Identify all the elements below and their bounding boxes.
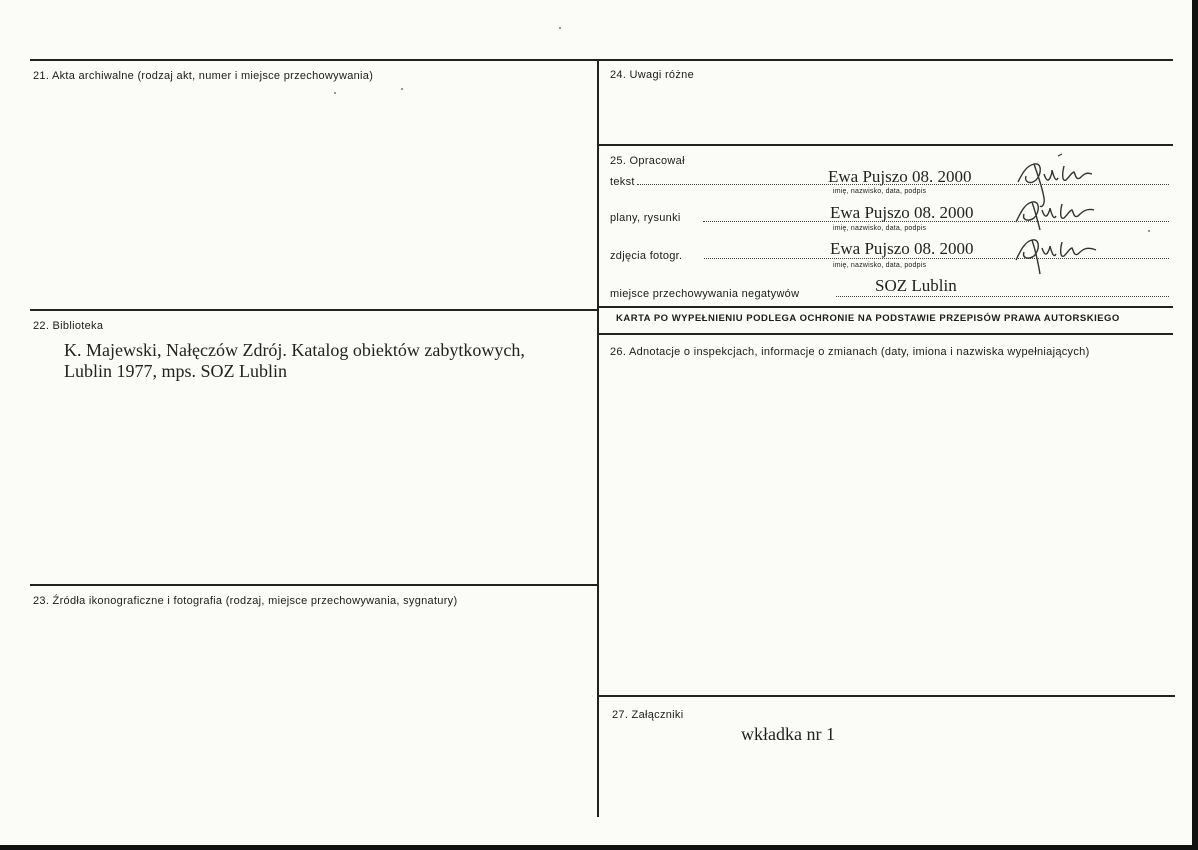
signature-drawings bbox=[1010, 196, 1102, 236]
divider-25-note bbox=[598, 306, 1173, 308]
top-rule bbox=[30, 59, 1173, 61]
card-edge-bottom bbox=[0, 845, 1198, 850]
section-27-label: 27. Załączniki bbox=[612, 709, 684, 721]
signature-photos bbox=[1010, 232, 1102, 278]
scan-speck bbox=[401, 88, 403, 90]
author-drawings-label: plany, rysunki bbox=[610, 212, 681, 224]
author-drawings-caption: imię, nazwisko, data, podpis bbox=[833, 225, 927, 232]
negatives-line bbox=[836, 296, 1169, 297]
divider-22-23 bbox=[30, 584, 598, 586]
copyright-note: KARTA PO WYPEŁNIENIU PODLEGA OCHRONIE NA PODSTAWIE PRZEPISÓW PRAWA AUTORSKIEGO bbox=[616, 313, 1120, 324]
section-25-label: 25. Opracował bbox=[610, 155, 685, 167]
author-text-caption: imię, nazwisko, data, podpis bbox=[833, 188, 927, 195]
bibliography-line-1: K. Majewski, Nałęczów Zdrój. Katalog obiektów zabytkowych, bbox=[64, 340, 525, 360]
author-photos-label: zdjęcia fotogr. bbox=[610, 250, 683, 262]
section-26-label: 26. Adnotacje o inspekcjach, informacje o zmianach (daty, imiona i nazwiska wypełniających) bbox=[610, 346, 1090, 358]
scan-speck bbox=[1148, 230, 1150, 232]
scan-speck bbox=[559, 27, 561, 29]
section-24-label: 24. Uwagi różne bbox=[610, 69, 694, 81]
divider-21-22 bbox=[30, 309, 598, 311]
center-divider bbox=[597, 59, 599, 817]
author-photos-caption: imię, nazwisko, data, podpis bbox=[833, 262, 927, 269]
section-22-label: 22. Biblioteka bbox=[33, 320, 104, 332]
divider-24-25 bbox=[598, 144, 1173, 146]
author-text-label: tekst bbox=[610, 176, 635, 188]
scan-speck bbox=[334, 92, 336, 94]
divider-note-26 bbox=[598, 333, 1173, 335]
card-edge-right bbox=[1192, 0, 1198, 850]
bibliography-line-2: Lublin 1977, mps. SOZ Lublin bbox=[64, 361, 288, 381]
negatives-label: miejsce przechowywania negatywów bbox=[610, 288, 800, 300]
author-photos-value: Ewa Pujszo 08. 2000 bbox=[830, 239, 974, 258]
section-23-label: 23. Źródła ikonograficzne i fotografia (rodzaj, miejsce przechowywania, sygnatury) bbox=[33, 595, 458, 607]
author-drawings-value: Ewa Pujszo 08. 2000 bbox=[830, 203, 974, 222]
section-21-label: 21. Akta archiwalne (rodzaj akt, numer i miejsce przechowywania) bbox=[33, 70, 374, 82]
negatives-value: SOZ Lublin bbox=[875, 276, 957, 295]
divider-26-27 bbox=[598, 695, 1175, 697]
attachment-value: wkładka nr 1 bbox=[741, 724, 835, 744]
author-text-value: Ewa Pujszo 08. 2000 bbox=[828, 167, 972, 186]
